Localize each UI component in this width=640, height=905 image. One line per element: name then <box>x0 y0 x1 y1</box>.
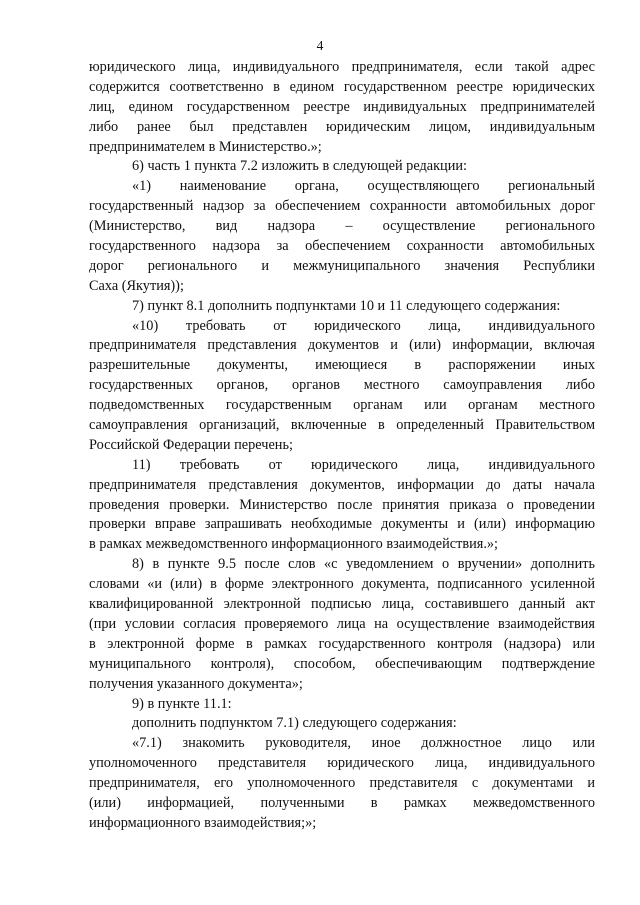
text-line: (или) информацией, полученными в рамках межведомственного <box>89 794 595 811</box>
document-body <box>89 58 595 834</box>
text-line: юридического лица, индивидуального предпринимателя, если такой адрес <box>89 59 595 75</box>
text-line: «10) требовать от юридического лица, индивидуального <box>132 317 595 334</box>
text-line: в рамках межведомственного информационного взаимодействия.»; <box>89 536 499 553</box>
text-line: «7.1) знакомить руководителя, иное должностное лицо или <box>132 735 595 752</box>
text-line: государственных органов, органов местного самоуправления либо <box>89 377 595 394</box>
text-line: 11) требовать от юридического лица, индивидуального <box>132 456 595 473</box>
text-line: государственного надзора за обеспечением сохранности автомобильных <box>89 238 595 255</box>
text-line: получения указанного документа»; <box>89 675 303 692</box>
text-line: предпринимателем в Министерство.»; <box>89 138 322 155</box>
text-line: дорог регионального и межмуниципального значения Республики <box>89 257 595 274</box>
text-line: государственный надзор за обеспечением сохранности автомобильных дорог <box>89 198 595 215</box>
text-line: словами «и (или) в форме электронного документа, подписанного усиленной <box>89 576 595 593</box>
text-line: 7) пункт 8.1 дополнить подпунктами 10 и 11 следующего содержания: <box>132 297 561 314</box>
text-line: проведения проверки. Министерство после принятия приказа о проведении <box>89 496 595 513</box>
text-line: информационного взаимодействия;»; <box>89 814 317 831</box>
text-line: муниципального контроля), способом, обеспечивающим подтверждение <box>89 655 595 672</box>
text-line: дополнить подпунктом 7.1) следующего содержания: <box>132 715 457 732</box>
text-line: (Министерство, вид надзора – осуществление регионального <box>89 218 595 235</box>
text-line: предпринимателя представления документов, информации до даты начала <box>89 476 595 493</box>
text-line: Саха (Якутия)); <box>89 277 184 294</box>
text-line: содержится соответственно в едином государственном реестре юридических <box>89 78 595 95</box>
text-line: в электронной форме в рамках государственного контроля (надзора) или <box>89 635 595 652</box>
text-line: подведомственных государственным органам или органам местного <box>89 397 595 414</box>
text-line: Российской Федерации перечень; <box>89 436 293 453</box>
text-line: разрешительные документы, имеющиеся в распоряжении иных <box>89 357 595 374</box>
text-line: предпринимателя, его уполномоченного представителя с документами и <box>89 775 595 792</box>
text-line: 9) в пункте 11.1: <box>132 695 232 712</box>
text-line: самоуправления организаций, включенные в определенный Правительством <box>89 417 595 434</box>
text-line: уполномоченного представителя юридического лица, индивидуального <box>89 755 595 772</box>
text-line: квалифицированной электронной подписью лица, составившего данный акт <box>89 596 595 613</box>
text-line: либо ранее был представлен юридическим лицом, индивидуальным <box>89 118 595 135</box>
text-line: лиц, едином государственном реестре индивидуальных предпринимателей <box>89 98 595 115</box>
text-line: 6) часть 1 пункта 7.2 изложить в следующей редакции: <box>132 158 467 175</box>
text-line: «1) наименование органа, осуществляющего региональный <box>132 178 595 195</box>
page-number: 4 <box>316 38 324 53</box>
text-line: 8) в пункте 9.5 после слов «с уведомлением о вручении» дополнить <box>132 556 595 573</box>
text-line: (при условии согласия проверяемого лица на осуществление взаимодействия <box>89 615 595 632</box>
text-line: проверки вправе запрашивать необходимые документы и (или) информацию <box>89 516 595 533</box>
text-line: предпринимателя представления документов и (или) информации, включая <box>89 337 595 354</box>
